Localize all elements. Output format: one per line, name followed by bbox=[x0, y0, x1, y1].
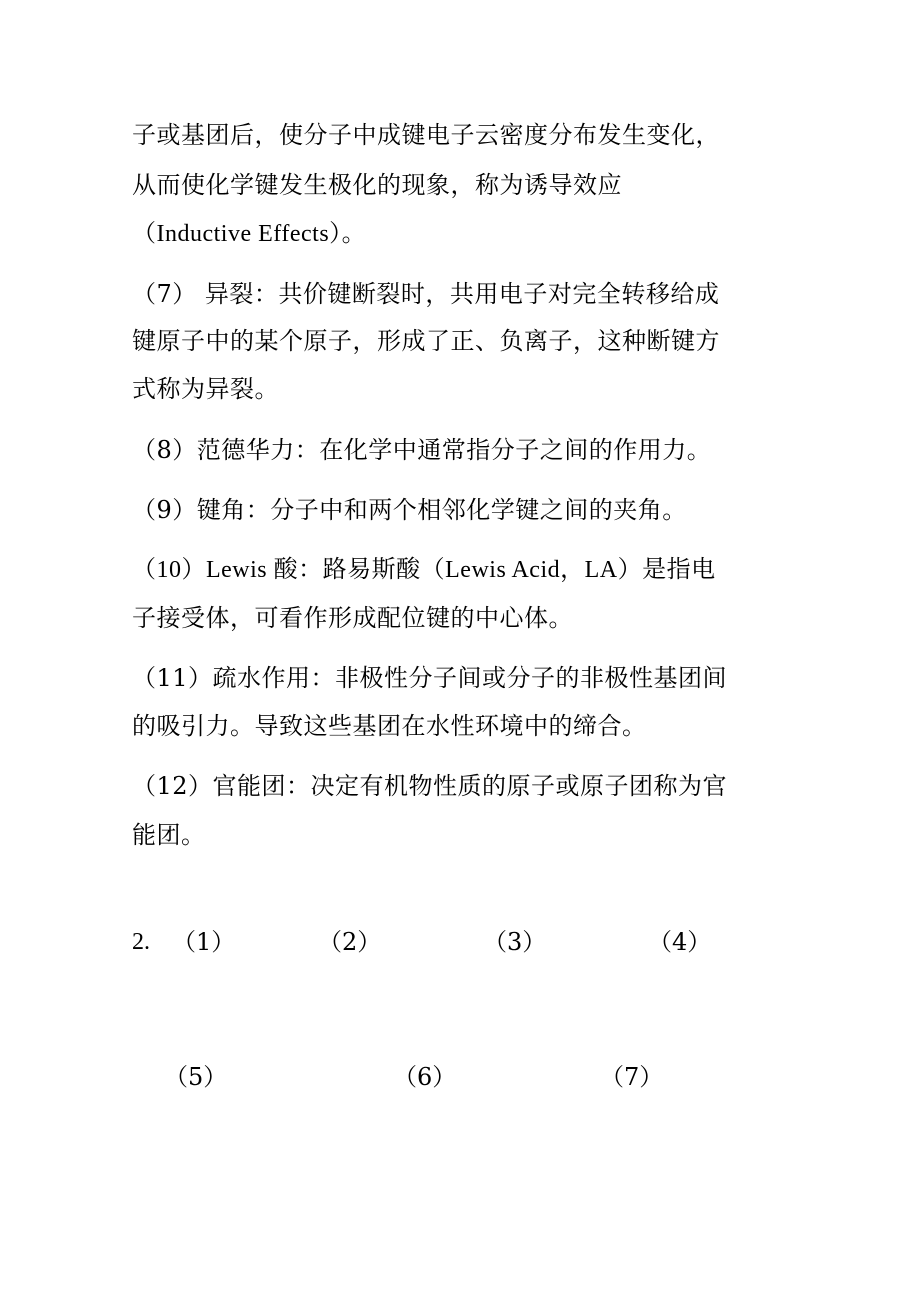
question-2-item-7: （7） bbox=[600, 1063, 664, 1091]
paragraph-6-line-2: 的吸引力。导致这些基团在水性环境中的缔合。 bbox=[132, 712, 647, 740]
paragraph-1-line-2: 从而使化学键发生极化的现象，称为诱导效应 bbox=[132, 171, 622, 199]
paragraph-7-line-1: （12）官能团：决定有机物性质的原子或原子团称为官 bbox=[132, 772, 728, 800]
paragraph-3-line-1: （8）范德华力：在化学中通常指分子之间的作用力。 bbox=[132, 436, 712, 464]
question-2-item-4: （4） bbox=[648, 928, 712, 956]
paragraph-2-line-1: （7） 异裂：共价键断裂时，共用电子对完全转移给成 bbox=[132, 280, 720, 308]
paragraph-5-line-1: （10）Lewis 酸：路易斯酸（Lewis Acid，LA）是指电 bbox=[132, 557, 716, 583]
paragraph-1-line-1: 子或基团后，使分子中成键电子云密度分布发生变化， bbox=[132, 121, 720, 149]
paragraph-5-line-2: 子接受体，可看作形成配位键的中心体。 bbox=[132, 604, 573, 632]
paragraph-1-line-3: （Inductive Effects）。 bbox=[132, 221, 367, 247]
paragraph-2-line-3: 式称为异裂。 bbox=[132, 375, 279, 403]
question-2-item-3: （3） bbox=[483, 928, 547, 956]
question-2-item-1: （1） bbox=[172, 928, 236, 956]
question-2-number: 2. bbox=[132, 929, 150, 955]
paragraph-6-line-1: （11）疏水作用：非极性分子间或分子的非极性基团间 bbox=[132, 664, 728, 692]
paragraph-2-line-2: 键原子中的某个原子，形成了正、负离子，这种断键方 bbox=[132, 327, 720, 355]
question-2-item-5: （5） bbox=[164, 1063, 228, 1091]
paragraph-7-line-2: 能团。 bbox=[132, 821, 206, 849]
question-2-item-2: （2） bbox=[318, 928, 382, 956]
question-2-item-6: （6） bbox=[393, 1063, 457, 1091]
paragraph-4-line-1: （9）键角：分子中和两个相邻化学键之间的夹角。 bbox=[132, 496, 687, 524]
